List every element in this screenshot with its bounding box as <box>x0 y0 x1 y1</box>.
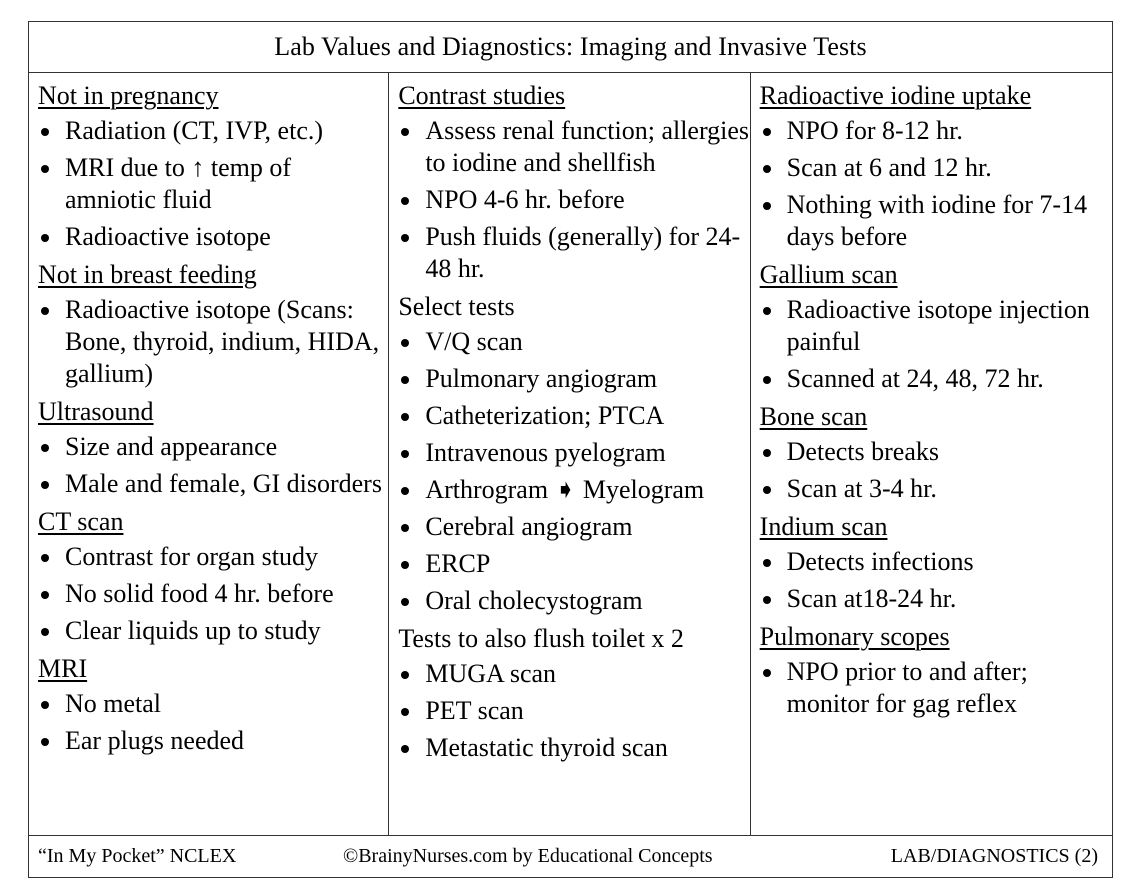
bullet-dot-icon <box>401 745 409 753</box>
bullet-dot-icon <box>763 559 771 567</box>
column-3 <box>751 73 1112 835</box>
section-heading: Contrast studies <box>398 81 566 110</box>
list-item <box>398 326 749 358</box>
bullet-dot-icon <box>41 481 49 489</box>
list-item-text: Nothing with iodine for 7-14 days before <box>786 190 1088 251</box>
list-item <box>398 585 749 617</box>
list-item-text: Scanned at 24, 48, 72 hr. <box>786 364 1044 393</box>
bullet-list <box>760 436 1112 505</box>
list-item <box>38 578 388 610</box>
bullet-dot-icon <box>401 598 409 606</box>
section <box>760 511 1112 615</box>
bullet-dot-icon <box>763 669 771 677</box>
list-item-text: PET scan <box>425 696 524 725</box>
list-item-text: Radioactive isotope injection painful <box>786 295 1090 356</box>
bullet-dot-icon <box>401 234 409 242</box>
list-item-text: No solid food 4 hr. before <box>65 579 334 608</box>
columns-container <box>29 73 1112 835</box>
reference-card <box>28 21 1113 878</box>
list-item-text: Intravenous pyelogram <box>425 438 666 467</box>
card-footer <box>29 835 1112 877</box>
section <box>398 623 749 764</box>
section <box>38 506 388 647</box>
list-item <box>38 615 388 647</box>
list-item <box>398 221 749 285</box>
list-item <box>38 152 388 216</box>
list-item-text: No metal <box>65 689 162 718</box>
bullet-dot-icon <box>401 413 409 421</box>
list-item <box>38 294 388 390</box>
section <box>760 259 1112 395</box>
section-heading: Select tests <box>398 292 515 321</box>
list-item-text: Catheterization; PTCA <box>425 401 665 430</box>
list-item <box>760 115 1112 147</box>
bullet-dot-icon <box>763 596 771 604</box>
section <box>760 401 1112 505</box>
bullet-list <box>38 688 388 757</box>
bullet-dot-icon <box>763 128 771 136</box>
list-item <box>38 688 388 720</box>
list-item-text: Arthrogram ➧ Myelogram <box>425 475 705 504</box>
list-item-text: MUGA scan <box>425 659 557 688</box>
list-item <box>760 473 1112 505</box>
list-item <box>760 152 1112 184</box>
bullet-list <box>760 546 1112 615</box>
bullet-list <box>38 541 388 647</box>
footer-center: ©BrainyNurses.com by Educational Concepts <box>343 845 713 867</box>
list-item <box>398 184 749 216</box>
bullet-list <box>38 115 388 253</box>
column-2 <box>389 73 750 835</box>
list-item <box>398 474 749 506</box>
list-item <box>760 583 1112 615</box>
list-item-text: Male and female, GI disorders <box>65 469 382 498</box>
list-item <box>38 468 388 500</box>
section-heading: Gallium scan <box>759 260 898 289</box>
bullet-dot-icon <box>763 449 771 457</box>
bullet-list <box>760 115 1112 253</box>
bullet-dot-icon <box>401 376 409 384</box>
list-item <box>398 695 749 727</box>
section <box>38 80 388 253</box>
list-item-text: Scan at18-24 hr. <box>786 584 957 613</box>
bullet-dot-icon <box>763 376 771 384</box>
section-heading: Radioactive iodine uptake <box>759 81 1032 110</box>
list-item <box>760 363 1112 395</box>
list-item <box>398 658 749 690</box>
bullet-dot-icon <box>41 628 49 636</box>
list-item-text: Scan at 3-4 hr. <box>786 474 937 503</box>
bullet-dot-icon <box>41 591 49 599</box>
bullet-dot-icon <box>41 738 49 746</box>
bullet-dot-icon <box>401 339 409 347</box>
bullet-dot-icon <box>41 554 49 562</box>
bullet-dot-icon <box>401 487 409 495</box>
list-item <box>38 115 388 147</box>
bullet-dot-icon <box>401 450 409 458</box>
section-heading: CT scan <box>38 507 124 536</box>
bullet-dot-icon <box>41 234 49 242</box>
section-heading: Ultrasound <box>38 397 154 426</box>
list-item-text: MRI due to ↑ temp of amniotic fluid <box>65 153 292 214</box>
section <box>38 259 388 390</box>
bullet-dot-icon <box>41 444 49 452</box>
list-item-text: Radiation (CT, IVP, etc.) <box>65 116 324 145</box>
section <box>38 396 388 500</box>
column-1 <box>29 73 389 835</box>
bullet-list <box>38 431 388 500</box>
list-item <box>38 431 388 463</box>
bullet-list <box>398 658 749 764</box>
list-item-text: Oral cholecystogram <box>425 586 643 615</box>
section-heading: Indium scan <box>759 512 888 541</box>
list-item-text: Pulmonary angiogram <box>425 364 658 393</box>
list-item <box>760 189 1112 253</box>
list-item-text: Detects infections <box>786 547 974 576</box>
card-title: Lab Values and Diagnostics: Imaging and Invasive Tests <box>29 22 1112 73</box>
bullet-dot-icon <box>401 128 409 136</box>
bullet-list <box>760 656 1112 720</box>
list-item-text: Detects breaks <box>786 437 939 466</box>
list-item-text: Ear plugs needed <box>65 726 245 755</box>
list-item-text: Push fluids (generally) for 24-48 hr. <box>425 222 741 283</box>
list-item <box>398 115 749 179</box>
list-item <box>398 511 749 543</box>
bullet-dot-icon <box>41 165 49 173</box>
list-item-text: Radioactive isotope <box>65 222 271 251</box>
bullet-dot-icon <box>401 708 409 716</box>
section-heading: Pulmonary scopes <box>759 622 950 651</box>
list-item <box>398 732 749 764</box>
list-item-text: Assess renal function; allergies to iodine and shellfish <box>425 116 750 177</box>
section <box>398 291 749 617</box>
bullet-dot-icon <box>41 128 49 136</box>
section <box>760 80 1112 253</box>
list-item-text: Radioactive isotope (Scans: Bone, thyroid, indium, HIDA, gallium) <box>65 295 380 388</box>
list-item <box>398 400 749 432</box>
section-heading: Not in breast feeding <box>38 260 257 289</box>
footer-left: “In My Pocket” NCLEX <box>38 845 237 867</box>
bullet-dot-icon <box>401 561 409 569</box>
list-item <box>398 363 749 395</box>
bullet-dot-icon <box>763 486 771 494</box>
section-heading: MRI <box>38 654 88 683</box>
list-item-text: NPO prior to and after; monitor for gag reflex <box>786 657 1028 718</box>
list-item <box>38 221 388 253</box>
bullet-dot-icon <box>401 524 409 532</box>
list-item-text: Scan at 6 and 12 hr. <box>786 153 992 182</box>
section <box>760 621 1112 720</box>
bullet-list <box>38 294 388 390</box>
list-item <box>760 546 1112 578</box>
list-item <box>760 656 1112 720</box>
list-item-text: V/Q scan <box>425 327 523 356</box>
list-item <box>760 436 1112 468</box>
section <box>398 80 749 285</box>
section-heading: Bone scan <box>759 402 868 431</box>
footer-right: LAB/DIAGNOSTICS (2) <box>890 845 1098 867</box>
bullet-dot-icon <box>41 701 49 709</box>
bullet-dot-icon <box>401 671 409 679</box>
section-heading: Not in pregnancy <box>38 81 219 110</box>
bullet-dot-icon <box>763 307 771 315</box>
list-item-text: NPO 4-6 hr. before <box>425 185 625 214</box>
bullet-list <box>398 326 749 617</box>
bullet-dot-icon <box>763 165 771 173</box>
list-item-text: NPO for 8-12 hr. <box>786 116 963 145</box>
bullet-list <box>398 115 749 285</box>
list-item-text: Clear liquids up to study <box>65 616 321 645</box>
section-heading: Tests to also flush toilet x 2 <box>398 624 684 653</box>
list-item <box>760 294 1112 358</box>
list-item-text: ERCP <box>425 549 491 578</box>
bullet-dot-icon <box>401 197 409 205</box>
list-item-text: Size and appearance <box>65 432 278 461</box>
list-item <box>38 541 388 573</box>
list-item <box>398 548 749 580</box>
list-item <box>398 437 749 469</box>
section <box>38 653 388 757</box>
bullet-list <box>760 294 1112 395</box>
list-item-text: Contrast for organ study <box>65 542 318 571</box>
bullet-dot-icon <box>41 307 49 315</box>
list-item <box>38 725 388 757</box>
list-item-text: Cerebral angiogram <box>425 512 633 541</box>
list-item-text: Metastatic thyroid scan <box>425 733 668 762</box>
bullet-dot-icon <box>763 202 771 210</box>
